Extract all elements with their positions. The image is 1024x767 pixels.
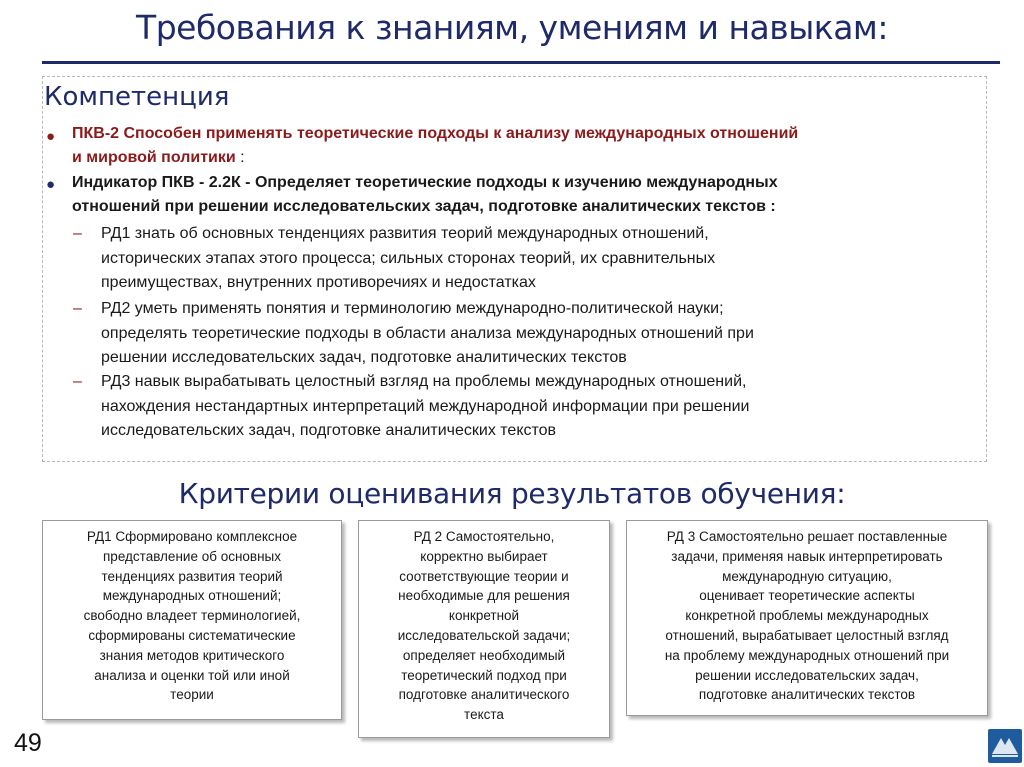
criteria-line: решении исследовательских задач, xyxy=(695,667,919,683)
criteria-line: РД 2 Самостоятельно, xyxy=(413,529,555,544)
rd2-text xyxy=(101,297,981,371)
criteria-line: исследовательской задачи; xyxy=(397,627,571,643)
indicator-text xyxy=(72,171,987,219)
criteria-line: задачи, применяя навык интерпретировать xyxy=(671,548,943,564)
criteria-line: определяет необходимый xyxy=(402,647,566,663)
criteria-line: теоретический подход при xyxy=(401,667,567,683)
criteria-line: теории xyxy=(170,687,214,703)
criteria-line: знания методов критического xyxy=(99,647,285,663)
title-divider xyxy=(42,61,1000,64)
rd3-text xyxy=(101,370,981,444)
logo-mark xyxy=(988,729,1022,763)
slide-title: Требования к знаниям, умениям и навыкам: xyxy=(136,8,888,47)
indicator-line-1: Индикатор ПКВ - 2.2К - Определяет теоретические подходы к изучению международных xyxy=(72,174,778,191)
criteria-title: Критерии оценивания результатов обучения: xyxy=(178,477,846,510)
rd1-text xyxy=(101,222,981,296)
criteria-line: сформированы систематические xyxy=(88,627,296,643)
criteria-line: тенденциях развития теорий xyxy=(101,568,283,584)
criteria-line: свободно владеет терминологией, xyxy=(83,608,301,624)
criteria-line: текста xyxy=(464,707,504,723)
page-number: 49 xyxy=(14,729,42,757)
criteria-line: международных отношений; xyxy=(102,588,282,604)
rd3-line: нахождения нестандартных интерпретаций международной информации при решении xyxy=(101,397,750,415)
criteria-box-rd1 xyxy=(42,520,342,720)
criteria-line: оценивает теоретические аспекты xyxy=(699,588,915,604)
criteria-line: РД1 Сформировано комплексное xyxy=(86,529,298,544)
criteria-line: корректно выбирает xyxy=(420,548,548,564)
criteria-line: подготовке аналитического xyxy=(398,687,570,703)
rd3-line: РД3 навык вырабатывать целостный взгляд на проблемы международных отношений, xyxy=(101,373,747,390)
bullet-icon: ● xyxy=(46,128,56,145)
criteria-box-rd2 xyxy=(358,520,610,738)
criteria-line: анализа и оценки той или иной xyxy=(94,667,290,683)
dash-marker: – xyxy=(73,373,82,390)
rd2-line: определять теоретические подходы в области анализа международных отношений при xyxy=(101,324,754,342)
criteria-line: необходимые для решения xyxy=(398,588,570,604)
rd2-line: РД2 уметь применять понятия и терминологию международно-политической науки; xyxy=(101,300,724,317)
rd1-line: преимуществах, внутренних противоречиях и недостатках xyxy=(101,274,536,291)
pkv-colon: : xyxy=(235,149,245,166)
indicator-line-2: отношений при решении исследовательских задач, подготовке аналитических текстов : xyxy=(72,198,776,215)
criteria-line: международную ситуацию, xyxy=(722,568,892,584)
competence-heading: Компетенция xyxy=(44,82,230,112)
criteria-line: конкретной xyxy=(448,608,520,624)
criteria-line: соответствующие теории и xyxy=(399,568,569,584)
criteria-line: представление об основных xyxy=(103,548,281,564)
rd2-line: решении исследовательских задач, подготовке аналитических текстов xyxy=(101,349,627,366)
criteria-line: подготовке аналитических текстов xyxy=(698,687,916,703)
rd1-line: РД1 знать об основных тенденциях развития теорий международных отношений, xyxy=(101,225,709,242)
rd3-line: исследовательских задач, подготовке аналитических текстов xyxy=(101,422,557,439)
dash-marker: – xyxy=(73,225,82,242)
pkv-competence-text xyxy=(72,122,987,170)
criteria-line: РД 3 Самостоятельно решает поставленные xyxy=(666,529,948,544)
bullet-icon: ● xyxy=(46,176,56,193)
dash-marker: – xyxy=(73,300,82,317)
vvgu-logo-icon xyxy=(988,729,1022,763)
criteria-line: конкретной проблемы международных xyxy=(685,608,929,624)
pkv-line-2-text: и мировой политики xyxy=(72,149,236,166)
criteria-line: отношений, вырабатывает целостный взгляд xyxy=(665,627,949,643)
pkv-line-2 xyxy=(72,146,987,170)
criteria-line: на проблему международных отношений при xyxy=(664,647,950,663)
criteria-box-rd3 xyxy=(626,520,988,716)
rd1-line: исторических этапах этого процесса; сильных сторонах теорий, их сравнительных xyxy=(101,249,716,267)
pkv-line-1: ПКВ-2 Способен применять теоретические подходы к анализу международных отношений xyxy=(72,125,799,142)
